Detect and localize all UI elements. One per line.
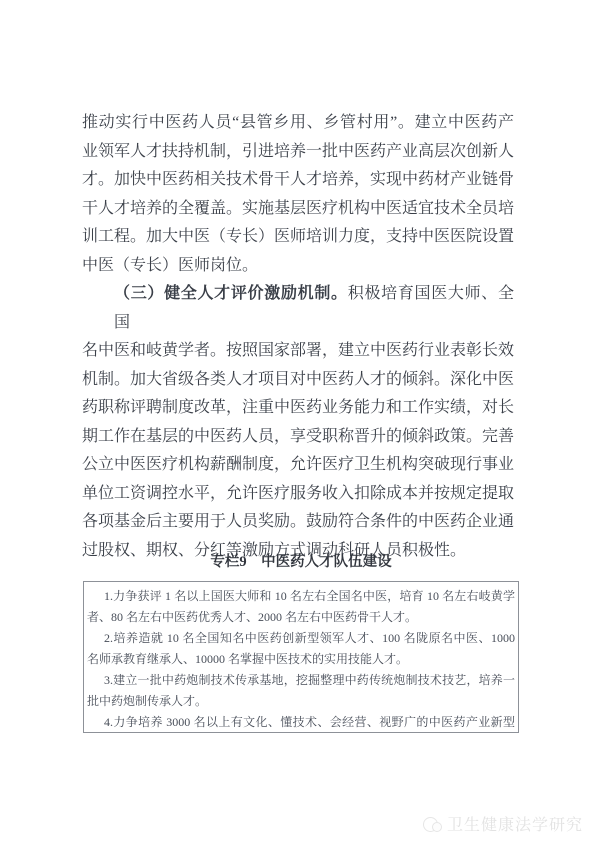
panel-line: 者、80 名左右中医药优秀人才、2000 名左右中医药骨干人才。 — [87, 610, 418, 624]
watermark — [423, 812, 583, 835]
body-line: 机制。加大省级各类人才项目对中医药人才的倾斜。深化中医 — [82, 370, 515, 388]
section3-heading-line — [82, 280, 514, 337]
body-line: 业领军人才扶持机制，引进培养一批中医药产业高层次创新人 — [82, 142, 515, 160]
watermark-panda-logo-icon — [423, 815, 443, 833]
body-line: 才。加快中医药相关技术骨干人才培养，实现中药材产业链骨 — [82, 171, 515, 188]
watermark-label: 卫生健康法学研究 — [446, 817, 583, 834]
body-line: 单位工资调控水平，允许医疗服务收入扣除成本并按规定提取 — [82, 484, 515, 502]
body-line: 中医（专长）医师岗位。 — [82, 256, 259, 274]
panel-title: 专栏9 中医药人才队伍建设 — [210, 554, 392, 570]
panel-line: 4.力争培养 3000 名以上有文化、懂技术、会经营、视野广的中医药产业新型 — [104, 715, 515, 729]
panel-line: 1.力争获评 1 名以上国医大师和 10 名左右全国名中医，培育 10 名左右岐黄学 — [104, 589, 515, 603]
panel-line: 名师承教育继承人、10000 名掌握中医技术的实用技能人才。 — [87, 652, 409, 666]
body-text — [82, 109, 514, 565]
panel-box — [83, 581, 519, 733]
body-line: 各项基金后主要用于人员奖励。鼓励符合条件的中医药企业通 — [82, 513, 515, 530]
section3-heading: （三）健全人才评价激励机制。 — [114, 285, 348, 302]
panel-line: 2.培养造就 10 名全国知名中医药创新型领军人才、100 名陇原名中医、1000 — [104, 631, 515, 645]
body-line: 过股权、期权、分红等激励方式调动科研人员积极性。 — [82, 541, 467, 559]
body-line: 干人才培养的全覆盖。实施基层医疗机构中医适宜技术全员培 — [82, 199, 515, 217]
panel-line: 批中药炮制传承人才。 — [87, 694, 208, 708]
body-line: 期工作在基层的中医药人员，享受职称晋升的倾斜政策。完善 — [82, 427, 515, 445]
body-line: 训工程。加大中医（专长）医师培训力度，支持中医医院设置 — [82, 228, 515, 245]
body-line: 推动实行中医药人员“县管乡用、乡管村用”。建立中医药产 — [82, 114, 514, 131]
body-line: 名中医和岐黄学者。按照国家部署，建立中医药行业表彰长效 — [82, 342, 515, 359]
section3-heading-rest: 积极培育国医大师、全国 — [114, 285, 514, 331]
body-line: 药职称评聘制度改革，注重中医药业务能力和工作实绩，对长 — [82, 399, 515, 416]
panel-line: 3.建立一批中药炮制技术传承基地，挖掘整理中药传统炮制技术技艺，培养一 — [104, 673, 515, 687]
body-line: 公立中医医疗机构薪酬制度，允许医疗卫生机构突破现行事业 — [82, 456, 515, 473]
